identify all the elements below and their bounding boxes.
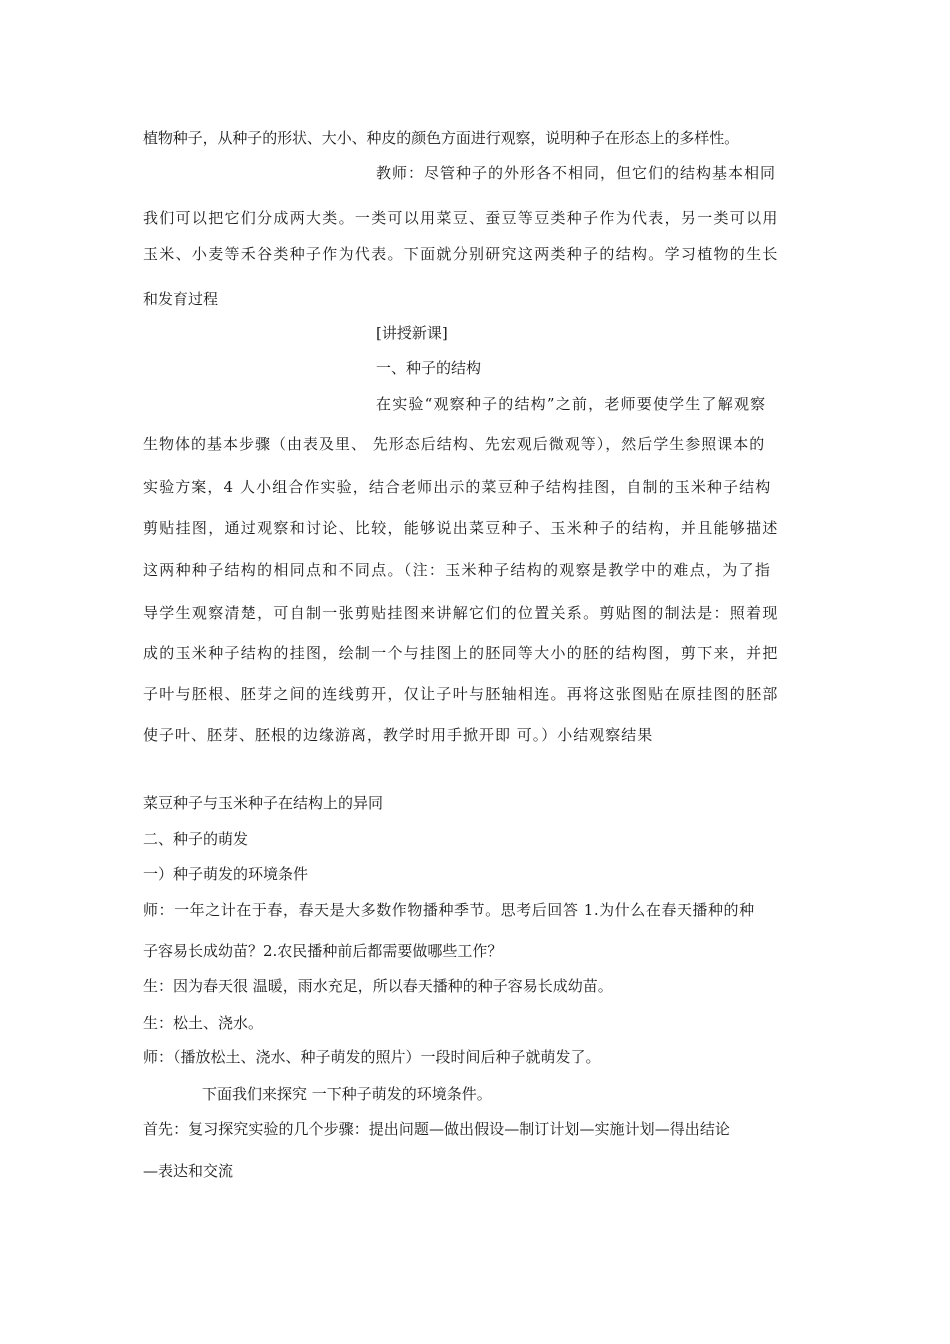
text-line: 实验方案，4 人小组合作实验，结合老师出示的菜豆种子结构挂图，自制的玉米种子结构 [143, 478, 772, 496]
text-line: 导学生观察清楚，可自制一张剪贴挂图来讲解它们的位置关系。剪贴图的制法是：照着现 [143, 604, 779, 622]
text-line: 教师：尽管种子的外形各不相同，但它们的结构基本相同 [376, 164, 777, 182]
text-line: —表达和交流 [143, 1162, 234, 1180]
text-line: 师：一年之计在于春，春天是大多数作物播种季节。思考后回答 1.为什么在春天播种的种 [143, 901, 755, 919]
text-line: 生：松土、浇水。 [143, 1014, 264, 1032]
text-line: 师：（播放松土、浇水、种子萌发的照片）一段时间后种子就萌发了。 [143, 1048, 601, 1066]
text-line: 我们可以把它们分成两大类。一类可以用菜豆、蚕豆等豆类种子作为代表，另一类可以用 [143, 209, 779, 227]
text-line: 植物种子，从种子的形状、大小、种皮的颜色方面进行观察，说明种子在形态上的多样性。 [143, 129, 740, 147]
text-line: 这两种种子结构的相同点和不同点。（注：玉米种子结构的观察是教学中的难点，为了指 [143, 561, 772, 579]
text-line: 剪贴挂图，通过观察和讨论、比较，能够说出菜豆种子、玉米种子的结构，并且能够描述 [143, 519, 779, 537]
text-line: 在实验“观察种子的结构”之前，老师要使学生了解观察 [376, 395, 767, 413]
section-heading: 一、种子的结构 [376, 359, 482, 377]
text-line: 成的玉米种子结构的挂图，绘制一个与挂图上的胚同等大小的胚的结构图，剪下来，并把 [143, 644, 779, 662]
section-heading: 二、种子的萌发 [143, 830, 249, 848]
text-line: 首先：复习探究实验的几个步骤：提出问题—做出假设—制订计划—实施计划—得出结论 [143, 1120, 730, 1138]
text-line: 生物体的基本步骤（由表及里、 先形态后结构、先宏观后微观等），然后学生参照课本的 [143, 435, 766, 453]
text-line: 使子叶、胚芽、胚根的边缘游离，教学时用手掀开即 可。）小结观察结果 [143, 726, 654, 744]
text-line: 子容易长成幼苗？2.农民播种前后都需要做哪些工作？ [143, 942, 503, 960]
text-line: 生：因为春天很 温暖，雨水充足，所以春天播种的种子容易长成幼苗。 [143, 977, 613, 995]
text-line: 和发育过程 [143, 290, 219, 308]
text-line: 子叶与胚根、胚芽之间的连线剪开，仅让子叶与胚轴相连。再将这张图贴在原挂图的胚部 [143, 685, 779, 703]
text-line: 下面我们来探究 一下种子萌发的环境条件。 [202, 1085, 492, 1103]
section-heading: [讲授新课] [376, 324, 448, 342]
text-line: 玉米、小麦等禾谷类种子作为代表。下面就分别研究这两类种子的结构。学习植物的生长 [143, 245, 779, 263]
text-line: 菜豆种子与玉米种子在结构上的异同 [143, 794, 384, 812]
section-heading: 一）种子萌发的环境条件 [143, 865, 309, 883]
